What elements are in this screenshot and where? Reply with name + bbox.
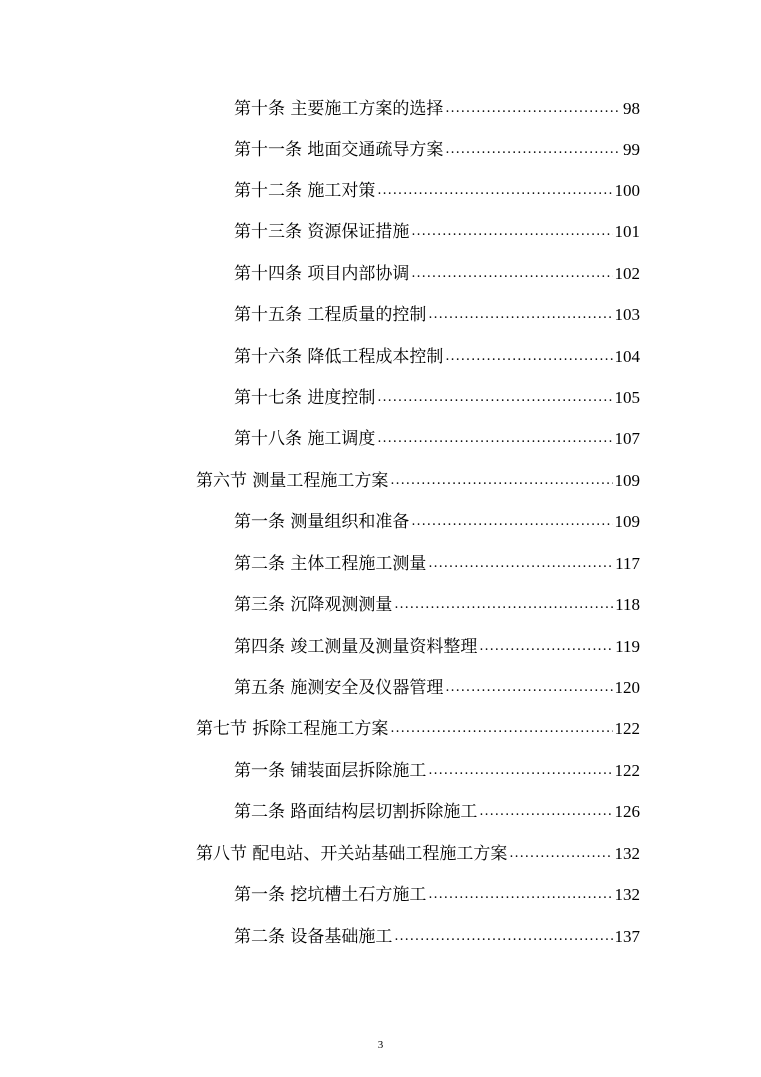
dot-leader <box>394 596 613 616</box>
dot-leader <box>377 430 612 450</box>
toc-entry[interactable] <box>234 90 640 120</box>
dot-leader <box>411 223 612 243</box>
dot-leader <box>428 886 612 906</box>
toc-entry-page: 132 <box>614 885 640 904</box>
dot-leader <box>479 803 612 823</box>
toc-entry[interactable] <box>234 172 640 202</box>
toc-entry-title: 第七节 拆除工程施工方案 <box>196 719 389 739</box>
toc-entry-page: 103 <box>614 305 640 324</box>
dot-leader <box>377 389 612 409</box>
toc-section-entry[interactable] <box>196 710 640 740</box>
toc-entry-title: 第三条 沉降观测测量 <box>234 595 393 615</box>
toc-entry-page: 137 <box>614 927 640 946</box>
toc-entry-page: 109 <box>614 471 640 490</box>
dot-leader <box>428 762 612 782</box>
dot-leader <box>479 638 613 658</box>
toc-entry-title: 第二条 主体工程施工测量 <box>234 554 427 574</box>
dot-leader <box>445 348 612 368</box>
toc-entry-page: 122 <box>614 761 640 780</box>
toc-entry-title: 第二条 路面结构层切割拆除施工 <box>234 802 478 822</box>
toc-entry[interactable] <box>234 752 640 782</box>
toc-entry[interactable] <box>234 213 640 243</box>
toc-entry[interactable] <box>234 338 640 368</box>
dot-leader <box>445 679 612 699</box>
toc-entry-title: 第十三条 资源保证措施 <box>234 222 410 242</box>
toc-entry[interactable] <box>234 379 640 409</box>
toc-entry-title: 第十六条 降低工程成本控制 <box>234 347 444 367</box>
toc-entry-page: 105 <box>614 388 640 407</box>
toc-entry-title: 第二条 设备基础施工 <box>234 927 393 947</box>
dot-leader <box>509 845 612 865</box>
toc-entry-title: 第十四条 项目内部协调 <box>234 264 410 284</box>
toc-entry-title: 第十二条 施工对策 <box>234 181 376 201</box>
toc-entry-title: 第一条 铺装面层拆除施工 <box>234 761 427 781</box>
toc-entry-page: 122 <box>614 719 640 738</box>
dot-leader <box>411 513 612 533</box>
toc-entry[interactable] <box>234 793 640 823</box>
dot-leader <box>390 472 612 492</box>
toc-entry[interactable] <box>234 545 640 575</box>
toc-entry-page: 109 <box>614 512 640 531</box>
toc-entry[interactable] <box>234 918 640 948</box>
toc-entry-page: 119 <box>615 637 640 656</box>
toc-entry-title: 第八节 配电站、开关站基础工程施工方案 <box>196 844 508 864</box>
dot-leader <box>445 100 621 120</box>
toc-entry-title: 第五条 施测安全及仪器管理 <box>234 678 444 698</box>
dot-leader <box>390 720 612 740</box>
toc-entry-page: 99 <box>623 140 640 159</box>
toc-entry-title: 第十条 主要施工方案的选择 <box>234 99 444 119</box>
toc-entry-title: 第十八条 施工调度 <box>234 429 376 449</box>
toc-entry-page: 120 <box>614 678 640 697</box>
toc-section-entry[interactable] <box>196 462 640 492</box>
dot-leader <box>394 928 612 948</box>
toc-entry[interactable] <box>234 586 640 616</box>
dot-leader <box>428 555 613 575</box>
toc-entry-title: 第一条 测量组织和准备 <box>234 512 410 532</box>
dot-leader <box>377 182 612 202</box>
toc-entry[interactable] <box>234 669 640 699</box>
toc-entry-title: 第六节 测量工程施工方案 <box>196 471 389 491</box>
toc-entry[interactable] <box>234 628 640 658</box>
toc-entry[interactable] <box>234 420 640 450</box>
toc-entry-title: 第十七条 进度控制 <box>234 388 376 408</box>
dot-leader <box>411 265 612 285</box>
toc-entry-title: 第十五条 工程质量的控制 <box>234 305 427 325</box>
toc-entry-page: 117 <box>615 554 640 573</box>
toc-entry[interactable] <box>234 131 640 161</box>
toc-entry-page: 104 <box>614 347 640 366</box>
toc-entry-page: 101 <box>614 222 640 241</box>
toc-entry-page: 132 <box>614 844 640 863</box>
toc-entry-page: 107 <box>614 429 640 448</box>
toc-entry[interactable] <box>234 255 640 285</box>
dot-leader <box>445 141 621 161</box>
toc-entry[interactable] <box>234 876 640 906</box>
toc-entry-page: 118 <box>615 595 640 614</box>
toc-entry-title: 第一条 挖坑槽土石方施工 <box>234 885 427 905</box>
toc-section-entry[interactable] <box>196 835 640 865</box>
page-number: 3 <box>377 1039 384 1051</box>
toc-entry[interactable] <box>234 296 640 326</box>
toc-entry-page: 100 <box>614 181 640 200</box>
toc-entry[interactable] <box>234 503 640 533</box>
toc-entry-title: 第十一条 地面交通疏导方案 <box>234 140 444 160</box>
toc-entry-page: 98 <box>623 99 640 118</box>
toc-entry-title: 第四条 竣工测量及测量资料整理 <box>234 637 478 657</box>
toc-entry-page: 102 <box>614 264 640 283</box>
toc-entry-page: 126 <box>614 802 640 821</box>
dot-leader <box>428 306 612 326</box>
